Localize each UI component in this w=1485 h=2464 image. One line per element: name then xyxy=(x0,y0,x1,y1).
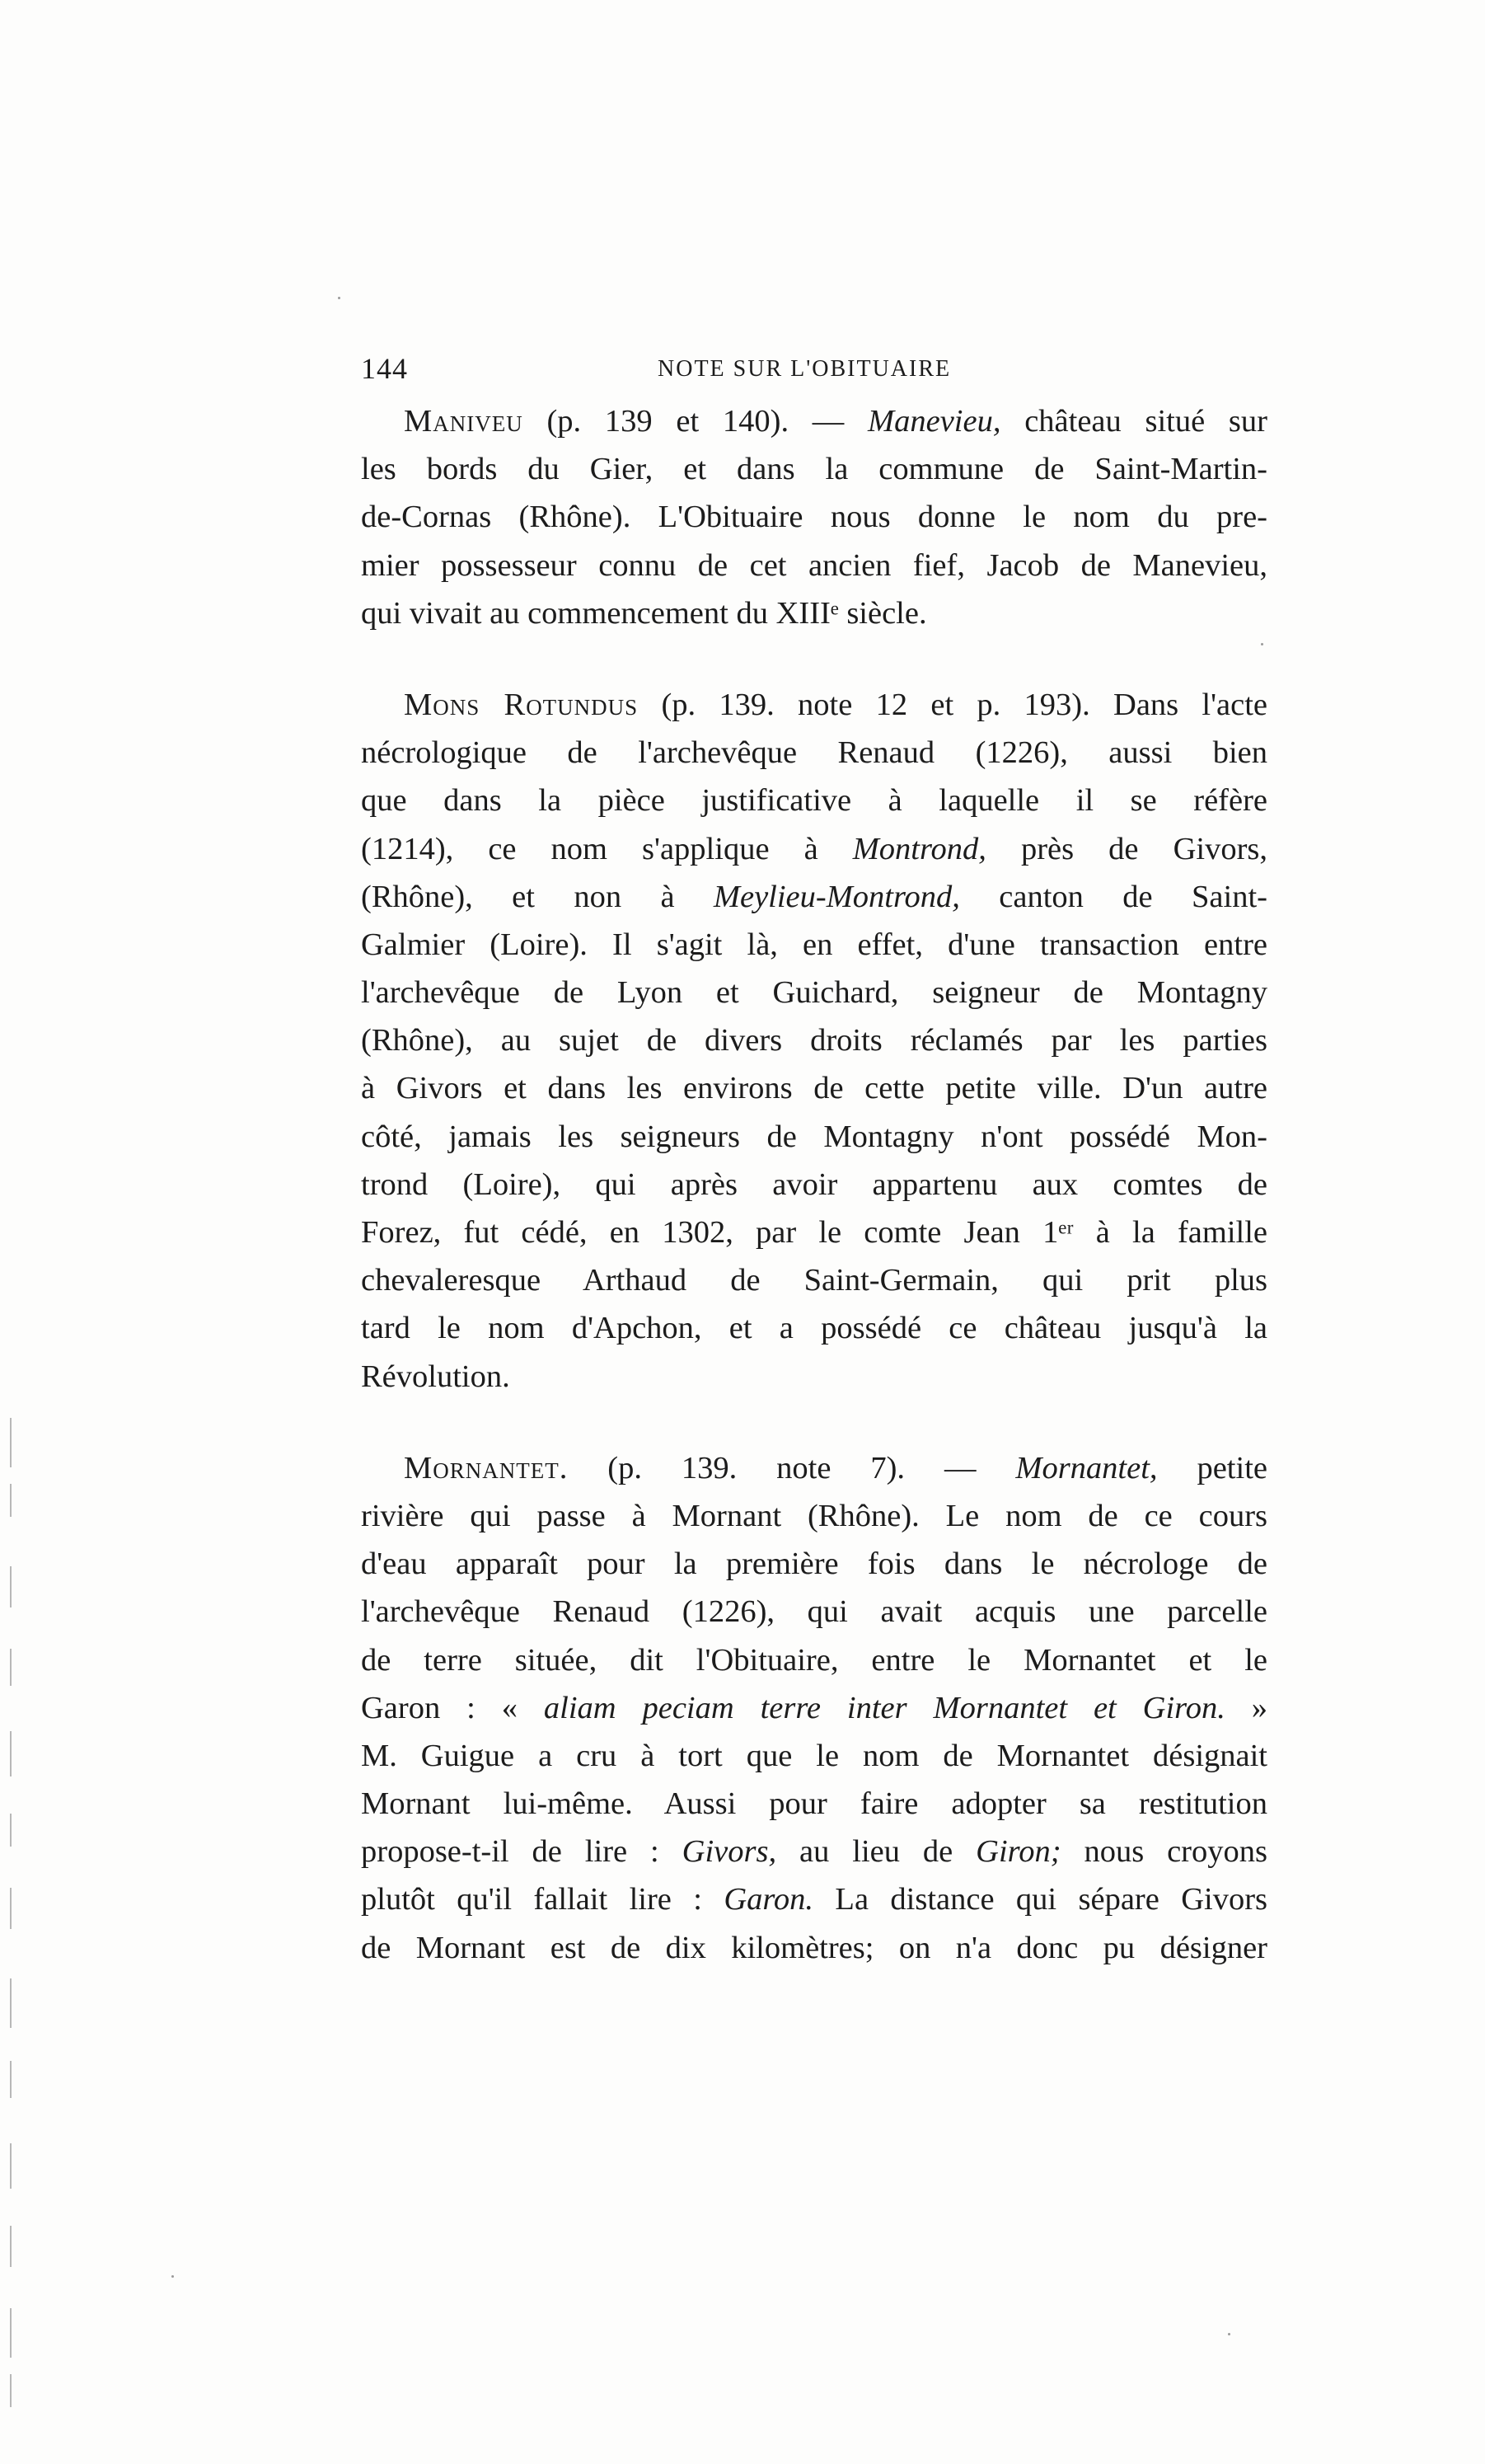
latin-quote: aliam peciam terre inter Mornantet et Giron. xyxy=(543,1690,1225,1725)
paragraph-line: Garon : « aliam peciam terre inter Mornantet et Giron. » xyxy=(361,1690,1268,1725)
italic-term: Giron; xyxy=(976,1834,1061,1870)
scan-margin-artifact xyxy=(10,2061,12,2098)
scan-margin-artifact xyxy=(10,1484,12,1517)
paragraph-line: Révolution. xyxy=(361,1359,510,1394)
page-number: 144 xyxy=(361,352,408,385)
page-header xyxy=(361,351,1267,392)
italic-term: Garon. xyxy=(724,1882,814,1917)
scan-margin-artifact xyxy=(10,1418,12,1467)
scan-speck xyxy=(171,2275,174,2278)
paragraph-line: à Givors et dans les environs de cette petite ville. D'un autre xyxy=(361,1071,1267,1106)
running-title: NOTE SUR L'OBITUAIRE xyxy=(658,356,952,382)
paragraph-line: Galmier (Loire). Il s'agit là, en effet, d'une transaction entre xyxy=(361,927,1267,962)
paragraph-line: que dans la pièce justificative à laquelle il se réfère xyxy=(361,783,1267,819)
paragraph-line: propose-t-il de lire : Givors, au lieu de Giron; nous croyons xyxy=(361,1834,1267,1870)
italic-term: Givors, xyxy=(682,1834,777,1870)
scan-margin-artifact xyxy=(10,1649,12,1686)
paragraph-line: de Mornant est de dix kilomètres; on n'a donc pu désigner xyxy=(361,1930,1267,1965)
paragraph-line: nécrologique de l'archevêque Renaud (1226), aussi bien xyxy=(361,735,1267,771)
paragraph-line: Forez, fut cédé, en 1302, par le comte Jean 1ᵉʳ à la famille xyxy=(361,1215,1267,1250)
italic-term: Manevieu, xyxy=(868,404,1001,439)
paragraph-line: (Rhône), et non à Meylieu-Montrond, canton de Saint- xyxy=(361,879,1267,914)
paragraph-line: plutôt qu'il fallait lire : Garon. La distance qui sépare Givors xyxy=(361,1882,1267,1917)
paragraph-line: de terre située, dit l'Obituaire, entre le Mornantet et le xyxy=(361,1642,1267,1678)
paragraph-line: les bords du Gier, et dans la commune de Saint-Martin- xyxy=(361,452,1267,487)
paragraph-line: rivière qui passe à Mornant (Rhône). Le nom de ce cours xyxy=(361,1498,1267,1533)
entry-heading: Mornantet. xyxy=(404,1450,569,1485)
paragraph-line: trond (Loire), qui après avoir appartenu aux comtes de xyxy=(361,1166,1267,1202)
paragraph-line: l'archevêque de Lyon et Guichard, seigneur de Montagny xyxy=(361,975,1267,1011)
scan-margin-artifact xyxy=(10,2143,12,2189)
italic-term: Mornantet, xyxy=(1015,1450,1158,1485)
body-text xyxy=(361,397,1267,1972)
scan-margin-artifact xyxy=(10,1731,12,1776)
paragraph-line: côté, jamais les seigneurs de Montagny n'ont possédé Mon- xyxy=(361,1119,1267,1154)
paragraph-line: Mornant lui-même. Aussi pour faire adopter sa restitution xyxy=(361,1786,1267,1822)
scan-margin-artifact xyxy=(10,2226,12,2267)
entry-heading: Maniveu xyxy=(404,404,523,439)
paragraph-line: Mornantet. (p. 139. note 7). — Mornantet, petite xyxy=(404,1450,1267,1485)
scan-margin-artifact xyxy=(10,2308,12,2358)
scan-speck xyxy=(1228,2333,1230,2335)
paragraph-line: Mons Rotundus (p. 139. note 12 et p. 193). Dans l'acte xyxy=(404,687,1267,722)
scan-speck xyxy=(1261,643,1263,645)
scan-margin-artifact xyxy=(10,2374,12,2407)
paragraph-line: d'eau apparaît pour la première fois dans le nécrologe de xyxy=(361,1546,1267,1582)
scan-margin-artifact xyxy=(10,1566,12,1607)
paragraph-line: l'archevêque Renaud (1226), qui avait acquis une parcelle xyxy=(361,1594,1267,1630)
paragraph-line: (Rhône), au sujet de divers droits réclamés par les parties xyxy=(361,1023,1267,1058)
paragraph-gap xyxy=(361,637,1267,681)
paragraph-line: mier possesseur connu de cet ancien fief, Jacob de Manevieu, xyxy=(361,547,1267,583)
italic-term: Meylieu-Montrond, xyxy=(713,879,960,914)
paragraph-line: (1214), ce nom s'applique à Montrond, près de Givors, xyxy=(361,831,1267,866)
paragraph-line: qui vivait au commencement du XIIIᵉ siècle. xyxy=(361,595,927,631)
italic-term: Montrond, xyxy=(852,831,986,866)
scan-margin-artifact xyxy=(10,1978,12,2028)
scan-speck xyxy=(338,297,340,299)
paragraph-line: M. Guigue a cru à tort que le nom de Mornantet désignait xyxy=(361,1738,1267,1773)
paragraph-line: de-Cornas (Rhône). L'Obituaire nous donne le nom du pre- xyxy=(361,500,1267,535)
paragraph-line: tard le nom d'Apchon, et a possédé ce château jusqu'à la xyxy=(361,1311,1267,1346)
paragraph-line: Maniveu (p. 139 et 140). — Manevieu, château situé sur xyxy=(404,404,1267,439)
paragraph-line: chevaleresque Arthaud de Saint-Germain, qui prit plus xyxy=(361,1263,1267,1298)
paragraph-gap xyxy=(361,1401,1267,1444)
entry-heading: Mons Rotundus xyxy=(404,687,639,722)
scan-margin-artifact xyxy=(10,1888,12,1929)
scan-margin-artifact xyxy=(10,1814,12,1847)
